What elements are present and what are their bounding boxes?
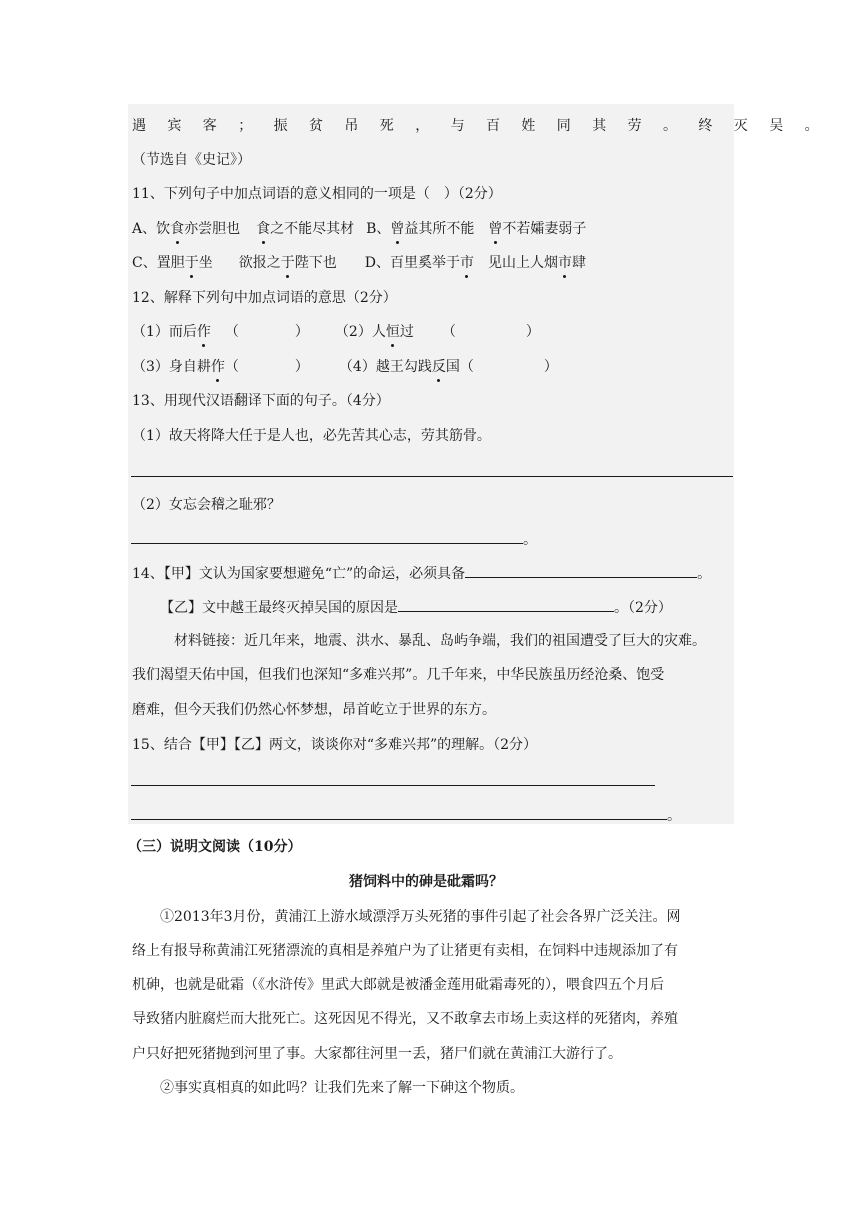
- q11-c2-rest: 陛下也: [294, 255, 337, 271]
- q15-answer-line-2[interactable]: [131, 819, 667, 820]
- passage-line: 遇宾客；振贫吊死，与百姓同其劳。终灭吴。: [132, 118, 840, 134]
- q12-item3-blank: （ ）: [224, 359, 309, 375]
- q11-c-dotted-word: 于: [184, 255, 199, 271]
- q14-answer-blank-2[interactable]: [398, 597, 614, 612]
- q11-d2-pre: 见山上人烟: [487, 255, 558, 271]
- material-line-2: 我们渴望天佑中国，但我们也深知“多难兴邦”。几千年来，中华民族虽历经沧桑、饱受: [132, 667, 665, 683]
- q11-c2-pre: 欲报之: [238, 255, 281, 271]
- q12-row-2: [132, 357, 558, 377]
- article-p1-line-5: 户只好把死猪抛到河里了事。大家都往河里一丢，猪尸们就在黄浦江大游行了。: [132, 1046, 622, 1062]
- section3-heading: （三）说明文阅读（10分）: [128, 839, 302, 855]
- q13-end-mark: 。: [523, 532, 537, 548]
- passage-source: （节选自《史记》）: [132, 152, 251, 168]
- q12-item3-dotted-word: 作: [210, 359, 225, 375]
- q11-stem: 11、下列句子中加点词语的意义相同的一项是（ ）（2分）: [132, 186, 502, 202]
- q12-item4-dotted-word: 反: [431, 359, 446, 375]
- q12-item1-pre: （1）而后: [132, 324, 197, 340]
- q11-b2-dotted-word: 曾: [488, 221, 503, 237]
- q11-a2-dotted-word: 食: [256, 221, 271, 237]
- article-p1-line-1: ①2013年3月份，黄浦江上游水域漂浮万头死猪的事件引起了社会各界广泛关注。网: [160, 909, 681, 925]
- q11-b-dotted-word: 曾: [390, 221, 405, 237]
- q12-item2-blank: （ ）: [441, 324, 540, 340]
- material-line-1: 材料链接：近几年来，地震、洪水、暴乱、岛屿争端，我们的祖国遭受了巨大的灾难。: [174, 633, 706, 649]
- q14-answer-blank-1[interactable]: [465, 563, 697, 578]
- q12-stem: 12、解释下列句中加点词语的意思（2分）: [132, 290, 397, 306]
- q11-c-rest: 坐: [198, 255, 213, 271]
- q11-b-rest: 益其所不能: [404, 221, 475, 237]
- q12-item2-rest: 过: [399, 324, 414, 340]
- q15-stem: 15、结合【甲】【乙】两文，谈谈你对“多难兴邦”的理解。（2分）: [132, 737, 538, 753]
- q11-c-label: C、: [132, 255, 157, 271]
- q11-d2-dotted-word: 市: [557, 255, 572, 271]
- q13-stem: 13、用现代汉语翻译下面的句子。（4分）: [132, 393, 390, 409]
- q14-line-1: [132, 563, 711, 584]
- q14-line2-text: 【乙】文中越王最终灭掉吴国的原因是: [160, 600, 398, 616]
- q11-c2-dotted-word: 于: [280, 255, 295, 271]
- q11-b2-rest: 不若孀妻弱子: [502, 221, 587, 237]
- q11-option-a-b: [132, 219, 586, 239]
- q12-item1-dotted-word: 作: [196, 324, 211, 340]
- q11-b-label: B、: [366, 221, 391, 237]
- q11-d-label: D、百里奚举于: [364, 255, 460, 271]
- article-p1-line-4: 导致猪内脏腐烂而大批死亡。这死因见不得光，又不敢拿去市场上卖这样的死猪肉，养殖: [132, 1011, 678, 1027]
- q15-end-mark: 。: [667, 808, 681, 824]
- q12-item2-dotted-word: 恒: [385, 324, 400, 340]
- q14-line1-end: 。: [697, 566, 712, 582]
- q14-line1-text: 14、【甲】文认为国家要想避免“亡”的命运，必须具备: [132, 566, 466, 582]
- q12-item2-pre: （2）人: [334, 324, 386, 340]
- q12-item4-pre: （4）越王勾践: [338, 359, 432, 375]
- q11-d-dotted-word: 市: [459, 255, 474, 271]
- q13-answer-line-2[interactable]: [131, 543, 523, 544]
- article-p1-line-3: 机砷，也就是砒霜（《水浒传》里武大郎就是被潘金莲用砒霜毒死的），喂食四五个月后: [132, 977, 664, 993]
- q11-a-dotted-word: 食: [170, 221, 185, 237]
- q15-answer-line-1[interactable]: [131, 785, 655, 786]
- article-title: 猪饲料中的砷是砒霜吗？: [349, 874, 503, 890]
- q13-sentence-1: （1）故天将降大任于是人也，必先苦其心志，劳其筋骨。: [132, 428, 491, 444]
- q11-option-c-d: [132, 253, 586, 273]
- q11-c-pre: 置胆: [156, 255, 185, 271]
- article-p2: ②事实真相真的如此吗？让我们先来了解一下砷这个物质。: [160, 1080, 524, 1096]
- q12-item3-pre: （3）身自耕: [132, 359, 211, 375]
- q13-sentence-2: （2）女忘会稽之耻邪？: [132, 497, 281, 513]
- q11-d2-rest: 肆: [571, 255, 586, 271]
- article-p1-line-2: 络上有报导称黄浦江死猪漂流的真相是养殖户为了让猪更有卖相，在饲料中违规添加了有: [132, 943, 678, 959]
- q12-item4-rest: 国: [445, 359, 460, 375]
- q14-line2-end: 。（2分）: [614, 600, 672, 616]
- q11-a-rest: 亦尝胆也: [184, 221, 241, 237]
- q13-answer-line-1[interactable]: [131, 476, 733, 477]
- q11-a-label: A、饮: [132, 221, 171, 237]
- q12-row-1: [132, 322, 540, 342]
- q11-a2-rest: 之不能尽其材: [270, 221, 355, 237]
- material-line-3: 磨难，但今天我们仍然心怀梦想，昂首屹立于世界的东方。: [132, 702, 496, 718]
- q12-item1-blank: （ ）: [224, 324, 309, 340]
- q12-item4-blank: （ ）: [459, 359, 558, 375]
- q14-line-2: [160, 597, 672, 618]
